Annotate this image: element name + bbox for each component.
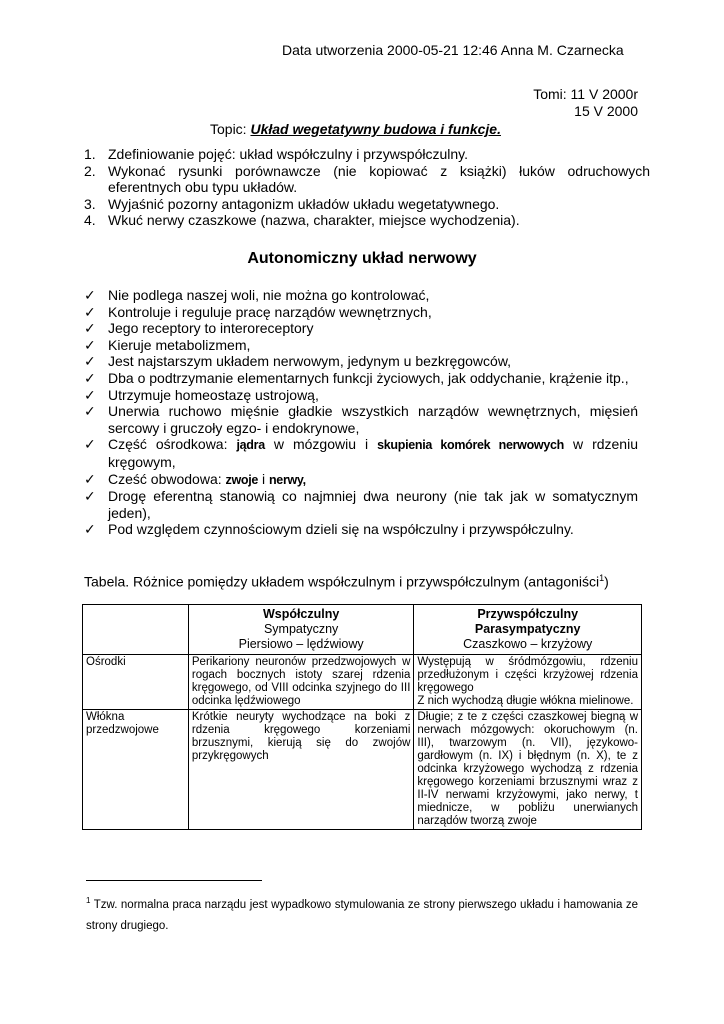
cell-text: Z nich wychodzą długie włókna mielinowe.: [417, 695, 634, 707]
check-icon: ✓: [84, 369, 96, 386]
list-number: 4.: [84, 212, 96, 228]
topic-line: [210, 121, 501, 138]
list-item: [84, 488, 638, 521]
list-item: [84, 163, 650, 196]
list-text: [108, 471, 638, 489]
table-corner-cell: [83, 605, 189, 655]
table-caption: [84, 570, 609, 591]
list-text: Unerwia ruchowo mięśnie gładkie wszystkich narządów wewnętrznych, mięsień sercowy i gruczoły egzo- i endokrynowe,: [108, 403, 638, 436]
cell-sympathetic: Perikariony neuronów przedzwojowych w rogach bocznych istoty szarej rdzenia kręgowego, od VIII odcinka szyjnego do III odcinka lędźwiowego: [188, 655, 414, 710]
comparison-table: [82, 604, 642, 830]
list-item: [84, 337, 638, 354]
table-row: [83, 710, 642, 830]
list-item: [84, 320, 638, 337]
list-item: [84, 353, 638, 370]
footnote-ref[interactable]: 1: [599, 573, 605, 583]
header-title: Współczulny: [262, 607, 340, 621]
tomi-date-2: 15 V 2000: [574, 103, 638, 119]
emphasis-nerves: nerwy,: [268, 472, 306, 487]
cell-sympathetic: Krótkie neuryty wychodzące na boki z rdzenia kręgowego korzeniami brzusznymi, kierują się do zwojów przykręgowych: [188, 710, 414, 830]
emphasis-clusters: skupienia komórek nerwowych: [377, 438, 564, 453]
footnote-text: Tzw. normalna praca narządu jest wypadkowo stymulowania ze strony pierwszego układu i hamowania ze strony drugiego.: [86, 898, 638, 932]
header-title: Przywspółczulny: [477, 607, 579, 621]
list-item: [84, 212, 650, 229]
section-title: Autonomiczny układ nerwowy: [247, 250, 477, 267]
list-item: [84, 521, 638, 538]
text-part: Część ośrodkowa:: [108, 436, 237, 453]
check-icon: ✓: [84, 303, 96, 320]
list-text: Wyjaśnić pozorny antagonizm układów układu wegetatywnego.: [108, 195, 500, 212]
cell-parasympathetic: [414, 655, 642, 710]
list-number: 2.: [84, 162, 96, 179]
table-header-row: [83, 605, 642, 655]
list-text: Kontroluje i reguluje pracę narządów wewnętrznych,: [108, 303, 432, 320]
cell-text: Występują w śródmózgowiu, rdzeniu przedłużonym i części krzyżowej rdzenia kręgowego: [417, 656, 638, 694]
topic-prefix: Topic:: [210, 121, 251, 137]
list-text: Kieruje metabolizmem,: [108, 336, 251, 353]
tomi-date-1: Tomi: 11 V 2000r: [533, 86, 638, 102]
text-part: w rdzeniu kręgowym,: [108, 436, 638, 470]
check-icon: ✓: [84, 403, 96, 420]
list-item: [84, 387, 638, 404]
check-icon: ✓: [84, 287, 96, 303]
list-text: [108, 436, 638, 470]
header-subtitle: Parasympatyczny: [474, 622, 581, 636]
emphasis-nuclei: jądra: [236, 438, 265, 453]
list-text: Jego receptory to interoreceptory: [108, 320, 314, 337]
list-number: 1.: [84, 146, 96, 162]
list-item: [84, 146, 650, 163]
header-sympathetic: [188, 605, 414, 655]
list-text: Wykonać rysunki porównawcze (nie kopiować z książki) łuków odruchowych eferentnych obu typu układów.: [108, 162, 650, 195]
caption-close: ): [604, 573, 609, 590]
row-label: Włókna przedzwojowe: [83, 710, 189, 830]
list-item: [84, 370, 638, 387]
list-item: [84, 403, 638, 436]
check-icon: ✓: [84, 336, 96, 353]
list-text: Nie podlega naszej woli, nie można go kontrolować,: [108, 287, 430, 303]
task-list: [84, 146, 650, 229]
list-item: [84, 471, 638, 489]
list-text: Dba o podtrzymanie elementarnych funkcji życiowych, jak oddychanie, krążenie itp.,: [108, 369, 629, 386]
list-text: Pod względem czynnościowym dzieli się na współczulny i przywspółczulny.: [108, 521, 574, 538]
check-icon: ✓: [84, 436, 96, 453]
footnote: [86, 890, 638, 937]
text-part: w mózgowiu i: [264, 436, 378, 453]
footnote-mark: 1: [86, 896, 91, 905]
list-item: [84, 436, 638, 470]
list-item: [84, 287, 638, 304]
list-item: [84, 304, 638, 321]
list-text: Drogę eferentną stanowią co najmniej dwa neurony (nie tak jak w somatycznym jeden),: [108, 488, 638, 521]
text-part: i: [258, 470, 269, 487]
table-row: [83, 655, 642, 710]
row-label: Ośrodki: [83, 655, 189, 710]
check-icon: ✓: [84, 353, 96, 370]
emphasis-ganglia: zwoje: [225, 472, 259, 487]
cell-parasympathetic: Długie; z te z części czaszkowej biegną w nerwach mózgowych: okoruchowym (n. III), twarzowym (n. VII), językowo-gardłowym (n. IX) i błędnym (n. X), te z odcinka krzyżowego wychodzą z rdzenia kręgowego korzeniami brzusznymi wraz z II-IV nerwami krzyżowymi, jako nerwy, t miednicze, w pobliżu unerwianych narządów tworzą zwoje: [414, 710, 642, 830]
list-text: Jest najstarszym układem nerwowym, jedynym u bezkręgowców,: [108, 353, 512, 370]
header-subtitle: Piersiowo – lędźwiowy: [238, 637, 364, 651]
text-part: Cześć obwodowa:: [108, 470, 226, 487]
caption-text: Tabela. Różnice pomiędzy układem współczulnym i przywspółczulnym (antagoniści: [84, 573, 600, 590]
header-parasympathetic: [414, 605, 642, 655]
check-icon: ✓: [84, 386, 96, 403]
header-subtitle: Sympatyczny: [263, 622, 339, 636]
check-icon: ✓: [84, 521, 96, 538]
list-text: Wkuć nerwy czaszkowe (nazwa, charakter, miejsce wychodzenia).: [108, 212, 520, 228]
check-icon: ✓: [84, 470, 96, 487]
header-subtitle: Czaszkowo – krzyżowy: [463, 637, 593, 651]
creation-info: Data utworzenia 2000-05-21 12:46 Anna M. Czarnecka: [282, 42, 624, 58]
check-icon: ✓: [84, 488, 96, 505]
feature-list: [84, 287, 638, 538]
list-text: Zdefiniowanie pojęć: układ współczulny i przywspółczulny.: [108, 146, 469, 162]
topic-title: Układ wegetatywny budowa i funkcje.: [250, 121, 501, 137]
list-text: Utrzymuje homeostazę ustrojową,: [108, 386, 319, 403]
footnote-separator: [86, 880, 262, 881]
list-item: [84, 196, 650, 213]
list-number: 3.: [84, 195, 96, 212]
check-icon: ✓: [84, 320, 96, 337]
